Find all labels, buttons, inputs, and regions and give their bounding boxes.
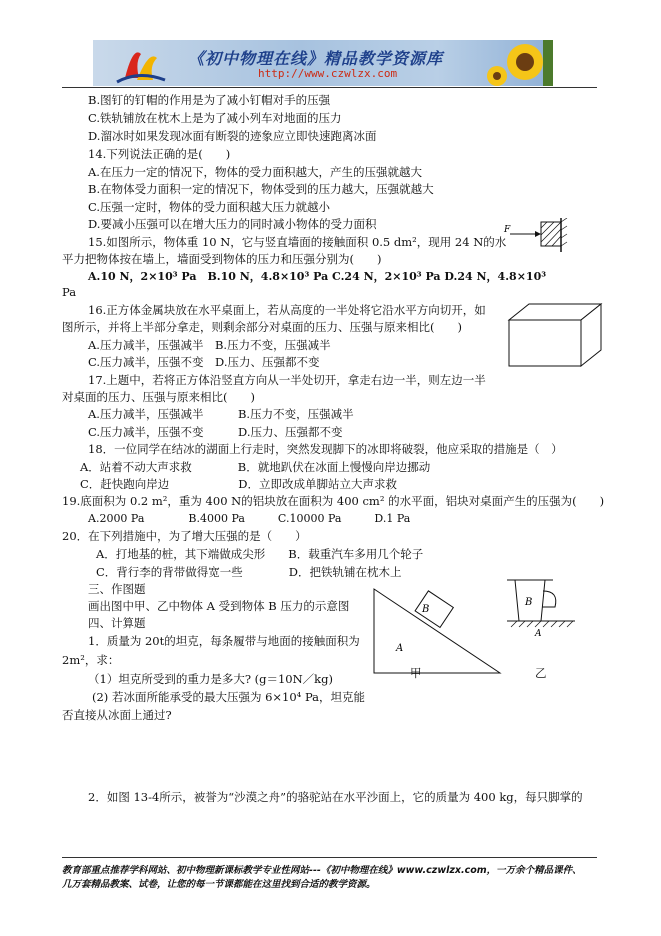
options-15: A.10 N，2×10³ Pa B.10 N，4.8×10³ Pa C.24 N，2×10³ Pa D.24 N，4.8×10³ bbox=[88, 270, 547, 283]
calc-1-cont: 2m²，求： bbox=[62, 653, 120, 667]
option-14b: B.在物体受力面积一定的情况下，物体受到的压力越大，压强就越大 bbox=[88, 182, 434, 196]
drawing-task: 画出图中甲、乙中物体 A 受到物体 B 压力的示意图 bbox=[88, 599, 350, 613]
options-16-cd: C.压力减半，压强不变 D.压力、压强都不变 bbox=[88, 355, 320, 369]
options-20-cd: C．背行李的背带做得宽一些 D．把铁轨铺在枕木上 bbox=[96, 565, 402, 579]
figure-yi-label: 乙 bbox=[535, 666, 547, 680]
banner-title: 《初中物理在线》精品教学资源库 bbox=[188, 49, 444, 68]
question-16-cont: 图所示，并将上半部分拿走，则剩余部分对桌面的压力、压强与原来相比( ) bbox=[62, 320, 462, 334]
question-15: 15.如图所示，物体重 10 N，它与竖直墙面的接触面积 0.5 dm²，现用 24 N的水 bbox=[88, 235, 507, 249]
option-13c: C.铁轨铺放在枕木上是为了减小列车对地面的压力 bbox=[88, 111, 342, 125]
option-13b: B.图钉的钉帽的作用是为了减小钉帽对手的压强 bbox=[88, 93, 331, 107]
options-20-ab: A．打地基的桩，其下端做成尖形 B．载重汽车多用几个轮子 bbox=[96, 547, 424, 561]
calc-1-q1: （1）坦克所受到的重力是多大? (g＝10N／kg) bbox=[88, 672, 333, 686]
question-19: 19.底面积为 0.2 m²，重为 400 N的铝块放在面积为 400 cm² 的水平面，铝块对桌面产生的压强为( ) bbox=[62, 494, 605, 508]
section-drawing: 三、作图题 bbox=[88, 582, 146, 596]
option-14a: A.在压力一定的情况下，物体的受力面积越大，产生的压强就越大 bbox=[88, 165, 422, 179]
block-b-label-jia: B bbox=[422, 604, 430, 615]
cube-figure bbox=[505, 300, 605, 370]
question-20: 20．在下列措施中，为了增大压强的是（ ） bbox=[62, 529, 307, 543]
calc-1-q2-cont: 否直接从冰面上通过? bbox=[62, 708, 172, 722]
header-banner bbox=[93, 40, 553, 86]
cup-figure-yi bbox=[505, 575, 585, 647]
figure-jia-label: 甲 bbox=[410, 666, 422, 680]
question-17-cont: 对桌面的压力、压强与原来相比( ) bbox=[62, 390, 255, 404]
question-14: 14.下列说法正确的是( ) bbox=[88, 147, 231, 161]
options-19: A.2000 Pa B.4000 Pa C.10000 Pa D.1 Pa bbox=[88, 512, 411, 525]
sunflower-icon bbox=[485, 40, 553, 86]
calc-1-q2: (2) 若冰面所能承受的最大压强为 6×10⁴ Pa，坦克能 bbox=[92, 690, 366, 704]
question-16: 16.正方体金属块放在水平桌面上，若从高度的一半处将它沿水平方向切开，如 bbox=[88, 303, 486, 317]
options-18-ab: A．站着不动大声求救 B．就地趴伏在冰面上慢慢向岸边挪动 bbox=[80, 460, 431, 474]
incline-figure-jia bbox=[372, 585, 512, 690]
options-15-unit: Pa bbox=[62, 285, 77, 299]
option-14c: C.压强一定时，物体的受力面积越大压力就越小 bbox=[88, 200, 331, 214]
footer-line-2: 几万套精品教案、试卷，让您的每一节课都能在这里找到合适的教学资源。 bbox=[62, 879, 376, 890]
footer-line-1: 教育部重点推荐学科网站、初中物理新课标教学专业性网站---《初中物理在线》www.czwlzx.com，一万余个精品课件、 bbox=[62, 865, 582, 876]
options-16-ab: A.压力减半，压强减半 B.压力不变，压强减半 bbox=[88, 338, 331, 352]
question-18: 18．一位同学在结冰的湖面上行走时，突然发现脚下的冰即将破裂，他应采取的措施是（ ） bbox=[88, 442, 563, 456]
table-a-label: A bbox=[535, 629, 542, 639]
block-a-label-jia: A bbox=[396, 643, 404, 654]
site-logo-icon bbox=[111, 40, 171, 86]
wall-force-figure bbox=[500, 218, 575, 254]
question-17: 17.上题中，若将正方体沿竖直方向从一半处切开，拿走右边一半，则左边一半 bbox=[88, 373, 486, 387]
options-17-cd: C.压力减半，压强不变 D.压力、压强都不变 bbox=[88, 425, 343, 439]
option-14d: D.要减小压强可以在增大压力的同时减小物体的受力面积 bbox=[88, 217, 377, 231]
section-calculation: 四、计算题 bbox=[88, 616, 146, 630]
force-f-label: F bbox=[504, 225, 511, 235]
calc-2: 2．如图 13-4所示，被誉为“沙漠之舟”的骆驼站在水平沙面上，它的质量为 400 kg，每只脚掌的 bbox=[88, 790, 583, 804]
question-15-cont: 平力把物体按在墙上，墙面受到物体的压力和压强分别为( ) bbox=[62, 252, 382, 266]
header-rule bbox=[62, 87, 597, 88]
cup-b-label: B bbox=[525, 597, 533, 608]
banner-url[interactable]: http://www.czwlzx.com bbox=[258, 67, 398, 80]
options-17-ab: A.压力减半，压强减半 B.压力不变，压强减半 bbox=[88, 407, 354, 421]
calc-1: 1．质量为 20t的坦克，每条履带与地面的接触面积为 bbox=[88, 634, 360, 648]
footer-rule bbox=[62, 857, 597, 858]
options-18-cd: C．赶快跑向岸边 D．立即改成单脚站立大声求救 bbox=[80, 477, 398, 491]
option-13d: D.溜冰时如果发现冰面有断裂的迹象应立即快速跑离冰面 bbox=[88, 129, 377, 143]
